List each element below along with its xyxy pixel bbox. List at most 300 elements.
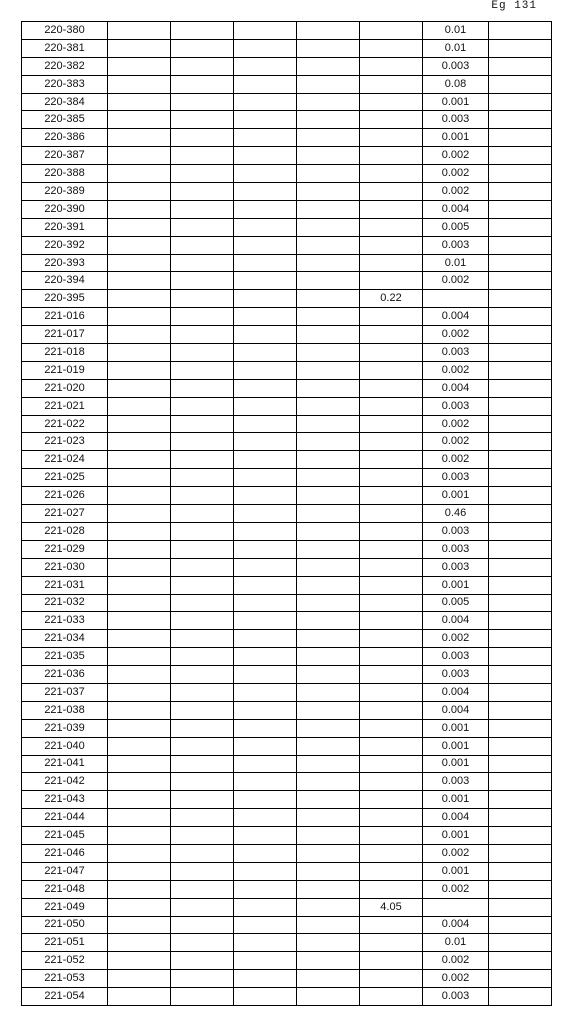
- table-cell: [297, 791, 360, 809]
- table-cell: [108, 970, 171, 988]
- table-cell: 0.002: [423, 326, 489, 344]
- table-cell: [234, 755, 297, 773]
- table-cell: [297, 39, 360, 57]
- table-cell: [171, 773, 234, 791]
- table-row: [22, 308, 552, 326]
- table-cell: [297, 737, 360, 755]
- table-cell: [489, 648, 552, 666]
- table-cell: [108, 648, 171, 666]
- table-cell: 0.002: [423, 147, 489, 165]
- table-cell: [108, 576, 171, 594]
- table-row: [22, 326, 552, 344]
- table-cell: [171, 361, 234, 379]
- table-cell: 0.001: [423, 755, 489, 773]
- table-cell: [489, 165, 552, 183]
- table-cell: [171, 630, 234, 648]
- sample-id-cell: 221-024: [22, 451, 108, 469]
- table-cell: [360, 147, 423, 165]
- sample-id-cell: 221-040: [22, 737, 108, 755]
- table-cell: [360, 558, 423, 576]
- table-cell: [489, 308, 552, 326]
- sample-id-cell: 221-025: [22, 469, 108, 487]
- table-cell: [234, 737, 297, 755]
- table-cell: 0.004: [423, 916, 489, 934]
- table-cell: 0.002: [423, 844, 489, 862]
- table-cell: 0.004: [423, 701, 489, 719]
- table-cell: [171, 147, 234, 165]
- table-cell: [234, 844, 297, 862]
- table-cell: [360, 755, 423, 773]
- table-row: [22, 576, 552, 594]
- sample-id-cell: 221-049: [22, 898, 108, 916]
- table-cell: [297, 93, 360, 111]
- table-cell: [489, 200, 552, 218]
- table-cell: [234, 433, 297, 451]
- table-cell: [108, 952, 171, 970]
- table-cell: [234, 147, 297, 165]
- table-row: [22, 827, 552, 845]
- table-row: [22, 415, 552, 433]
- table-cell: [234, 773, 297, 791]
- table-cell: [234, 809, 297, 827]
- sample-id-cell: 221-042: [22, 773, 108, 791]
- sample-id-cell: 221-028: [22, 522, 108, 540]
- table-cell: [297, 22, 360, 40]
- table-row: [22, 39, 552, 57]
- sample-id-cell: 221-031: [22, 576, 108, 594]
- table-cell: [297, 970, 360, 988]
- table-cell: [360, 988, 423, 1006]
- table-cell: [489, 487, 552, 505]
- table-cell: 0.002: [423, 880, 489, 898]
- table-cell: 0.01: [423, 254, 489, 272]
- table-cell: [108, 415, 171, 433]
- table-cell: 0.003: [423, 397, 489, 415]
- table-cell: 0.002: [423, 183, 489, 201]
- table-cell: [108, 844, 171, 862]
- table-cell: [171, 612, 234, 630]
- table-cell: [360, 39, 423, 57]
- table-cell: [297, 165, 360, 183]
- table-cell: 0.003: [423, 522, 489, 540]
- table-row: [22, 916, 552, 934]
- sample-id-cell: 221-034: [22, 630, 108, 648]
- sample-id-cell: 221-045: [22, 827, 108, 845]
- table-cell: [108, 683, 171, 701]
- table-cell: [108, 22, 171, 40]
- sample-id-cell: 220-383: [22, 75, 108, 93]
- sample-id-cell: 220-387: [22, 147, 108, 165]
- sample-id-cell: 221-017: [22, 326, 108, 344]
- table-cell: 0.002: [423, 451, 489, 469]
- table-row: [22, 934, 552, 952]
- table-cell: [489, 39, 552, 57]
- table-cell: [297, 630, 360, 648]
- table-row: [22, 719, 552, 737]
- sample-id-cell: 221-037: [22, 683, 108, 701]
- table-cell: 0.003: [423, 540, 489, 558]
- table-cell: [489, 451, 552, 469]
- table-row: [22, 75, 552, 93]
- sample-id-cell: 221-020: [22, 379, 108, 397]
- sample-id-cell: 221-029: [22, 540, 108, 558]
- table-cell: 0.003: [423, 558, 489, 576]
- table-cell: [108, 75, 171, 93]
- table-cell: [360, 862, 423, 880]
- table-cell: [234, 487, 297, 505]
- table-cell: [489, 594, 552, 612]
- table-cell: [297, 898, 360, 916]
- table-cell: [297, 809, 360, 827]
- table-cell: [297, 719, 360, 737]
- table-cell: [171, 379, 234, 397]
- table-cell: [489, 827, 552, 845]
- table-cell: 0.002: [423, 361, 489, 379]
- table-cell: [297, 934, 360, 952]
- table-row: [22, 862, 552, 880]
- table-cell: [108, 630, 171, 648]
- table-cell: 0.001: [423, 827, 489, 845]
- table-cell: [171, 522, 234, 540]
- table-cell: [171, 290, 234, 308]
- table-cell: [360, 236, 423, 254]
- table-cell: [108, 254, 171, 272]
- table-cell: [108, 165, 171, 183]
- table-cell: [171, 701, 234, 719]
- table-cell: [234, 934, 297, 952]
- table-cell: [171, 487, 234, 505]
- table-cell: [297, 200, 360, 218]
- table-cell: 0.001: [423, 791, 489, 809]
- table-cell: [108, 522, 171, 540]
- table-cell: [234, 326, 297, 344]
- table-cell: [360, 540, 423, 558]
- table-row: [22, 505, 552, 523]
- table-cell: 0.01: [423, 22, 489, 40]
- table-cell: [489, 57, 552, 75]
- table-row: [22, 880, 552, 898]
- table-cell: [297, 648, 360, 666]
- table-cell: [234, 666, 297, 684]
- table-cell: [489, 683, 552, 701]
- table-cell: [297, 540, 360, 558]
- table-cell: [171, 791, 234, 809]
- table-cell: [360, 791, 423, 809]
- table-cell: [171, 93, 234, 111]
- table-cell: [108, 57, 171, 75]
- table-row: [22, 379, 552, 397]
- table-cell: [171, 970, 234, 988]
- table-cell: [489, 236, 552, 254]
- table-cell: 0.004: [423, 308, 489, 326]
- table-cell: [489, 505, 552, 523]
- table-row: [22, 129, 552, 147]
- sample-id-cell: 221-030: [22, 558, 108, 576]
- table-cell: [171, 880, 234, 898]
- table-cell: [234, 22, 297, 40]
- table-cell: [108, 39, 171, 57]
- table-cell: [108, 487, 171, 505]
- table-cell: 0.08: [423, 75, 489, 93]
- table-row: [22, 648, 552, 666]
- table-cell: [360, 57, 423, 75]
- table-cell: [297, 433, 360, 451]
- table-row: [22, 522, 552, 540]
- table-row: [22, 755, 552, 773]
- table-row: [22, 236, 552, 254]
- table-cell: [108, 827, 171, 845]
- table-cell: [489, 522, 552, 540]
- table-cell: [360, 308, 423, 326]
- table-row: [22, 612, 552, 630]
- table-cell: [360, 451, 423, 469]
- table-cell: [360, 666, 423, 684]
- table-row: [22, 451, 552, 469]
- table-cell: [489, 737, 552, 755]
- table-cell: [234, 129, 297, 147]
- table-cell: [171, 540, 234, 558]
- table-cell: 0.003: [423, 988, 489, 1006]
- table-cell: [360, 576, 423, 594]
- sample-id-cell: 220-390: [22, 200, 108, 218]
- table-cell: [297, 451, 360, 469]
- table-cell: [171, 648, 234, 666]
- table-cell: [297, 505, 360, 523]
- table-cell: [171, 236, 234, 254]
- data-table: [21, 21, 552, 1006]
- table-cell: 0.001: [423, 862, 489, 880]
- table-cell: [108, 719, 171, 737]
- table-cell: [171, 326, 234, 344]
- table-cell: [489, 397, 552, 415]
- table-cell: [360, 326, 423, 344]
- table-cell: [360, 433, 423, 451]
- sample-id-cell: 221-035: [22, 648, 108, 666]
- table-cell: [297, 147, 360, 165]
- sample-id-cell: 221-018: [22, 344, 108, 362]
- table-cell: [108, 433, 171, 451]
- table-cell: [297, 916, 360, 934]
- table-cell: [171, 415, 234, 433]
- table-cell: [360, 809, 423, 827]
- sample-id-cell: 220-393: [22, 254, 108, 272]
- sample-id-cell: 220-380: [22, 22, 108, 40]
- table-cell: [360, 183, 423, 201]
- table-cell: [360, 827, 423, 845]
- table-cell: [360, 719, 423, 737]
- sample-id-cell: 221-047: [22, 862, 108, 880]
- table-cell: [171, 737, 234, 755]
- table-row: [22, 630, 552, 648]
- table-cell: 0.002: [423, 970, 489, 988]
- table-cell: 0.004: [423, 809, 489, 827]
- table-cell: [360, 505, 423, 523]
- table-cell: [234, 361, 297, 379]
- table-cell: 0.002: [423, 630, 489, 648]
- table-cell: [360, 397, 423, 415]
- table-cell: [234, 272, 297, 290]
- table-cell: [297, 361, 360, 379]
- table-cell: [108, 558, 171, 576]
- table-cell: [171, 165, 234, 183]
- table-cell: 4.05: [360, 898, 423, 916]
- table-cell: [234, 827, 297, 845]
- table-cell: [234, 397, 297, 415]
- table-cell: [360, 415, 423, 433]
- table-cell: 0.004: [423, 200, 489, 218]
- table-cell: [234, 522, 297, 540]
- table-cell: [108, 397, 171, 415]
- table-cell: [360, 844, 423, 862]
- table-cell: [234, 862, 297, 880]
- table-row: [22, 397, 552, 415]
- sample-id-cell: 220-392: [22, 236, 108, 254]
- table-cell: [360, 773, 423, 791]
- table-row: [22, 344, 552, 362]
- table-cell: [489, 326, 552, 344]
- sample-id-cell: 220-382: [22, 57, 108, 75]
- table-cell: [171, 916, 234, 934]
- table-cell: [234, 630, 297, 648]
- table-cell: [108, 916, 171, 934]
- table-cell: [297, 218, 360, 236]
- table-cell: [360, 75, 423, 93]
- table-row: [22, 952, 552, 970]
- table-cell: [171, 755, 234, 773]
- table-cell: [234, 254, 297, 272]
- table-cell: [108, 862, 171, 880]
- table-cell: [108, 218, 171, 236]
- table-row: [22, 701, 552, 719]
- table-cell: [108, 183, 171, 201]
- table-cell: [489, 361, 552, 379]
- table-cell: 0.003: [423, 236, 489, 254]
- table-cell: [297, 308, 360, 326]
- table-cell: [108, 934, 171, 952]
- table-cell: 0.001: [423, 129, 489, 147]
- table-cell: [489, 290, 552, 308]
- table-cell: [423, 898, 489, 916]
- table-cell: [360, 522, 423, 540]
- table-cell: [171, 505, 234, 523]
- table-cell: [108, 898, 171, 916]
- table-cell: [171, 952, 234, 970]
- table-cell: [171, 254, 234, 272]
- table-cell: [108, 451, 171, 469]
- table-cell: [171, 22, 234, 40]
- table-row: [22, 290, 552, 308]
- sample-id-cell: 221-021: [22, 397, 108, 415]
- sample-id-cell: 221-054: [22, 988, 108, 1006]
- sample-id-cell: 221-048: [22, 880, 108, 898]
- table-row: [22, 93, 552, 111]
- table-cell: [171, 558, 234, 576]
- table-cell: [297, 236, 360, 254]
- table-cell: [171, 57, 234, 75]
- table-cell: 0.002: [423, 165, 489, 183]
- table-cell: [489, 755, 552, 773]
- table-cell: [360, 612, 423, 630]
- table-cell: [108, 361, 171, 379]
- table-cell: [489, 93, 552, 111]
- table-cell: [171, 344, 234, 362]
- table-cell: [489, 791, 552, 809]
- table-cell: [234, 39, 297, 57]
- table-cell: [360, 737, 423, 755]
- table-cell: [234, 791, 297, 809]
- table-cell: [360, 594, 423, 612]
- sample-id-cell: 220-391: [22, 218, 108, 236]
- table-cell: [171, 862, 234, 880]
- table-cell: [297, 129, 360, 147]
- table-cell: [108, 701, 171, 719]
- table-cell: [171, 683, 234, 701]
- table-body: [22, 22, 552, 1006]
- table-cell: [489, 666, 552, 684]
- table-row: [22, 594, 552, 612]
- table-cell: [234, 75, 297, 93]
- table-cell: 0.003: [423, 773, 489, 791]
- table-cell: [360, 469, 423, 487]
- table-cell: [489, 612, 552, 630]
- table-row: [22, 165, 552, 183]
- table-cell: 0.003: [423, 469, 489, 487]
- table-cell: [360, 648, 423, 666]
- table-cell: [297, 290, 360, 308]
- table-cell: [108, 111, 171, 129]
- table-cell: [234, 218, 297, 236]
- table-cell: [489, 862, 552, 880]
- table-cell: [489, 218, 552, 236]
- table-cell: [360, 683, 423, 701]
- table-cell: [360, 880, 423, 898]
- table-cell: [360, 111, 423, 129]
- sample-id-cell: 220-381: [22, 39, 108, 57]
- sample-id-cell: 221-044: [22, 809, 108, 827]
- sample-id-cell: 221-016: [22, 308, 108, 326]
- table-cell: [297, 379, 360, 397]
- table-cell: [171, 272, 234, 290]
- table-cell: [360, 254, 423, 272]
- table-cell: [234, 183, 297, 201]
- table-cell: [171, 433, 234, 451]
- table-row: [22, 147, 552, 165]
- table-cell: [489, 988, 552, 1006]
- table-cell: [234, 415, 297, 433]
- table-cell: [234, 344, 297, 362]
- table-cell: 0.005: [423, 594, 489, 612]
- table-cell: [297, 111, 360, 129]
- table-cell: [489, 379, 552, 397]
- table-cell: [108, 755, 171, 773]
- table-row: [22, 111, 552, 129]
- table-cell: [297, 666, 360, 684]
- table-cell: 0.003: [423, 111, 489, 129]
- table-cell: [108, 147, 171, 165]
- table-cell: [171, 39, 234, 57]
- table-cell: [297, 773, 360, 791]
- table-cell: [108, 737, 171, 755]
- table-cell: [297, 397, 360, 415]
- table-cell: [489, 129, 552, 147]
- table-cell: 0.001: [423, 719, 489, 737]
- table-cell: 0.003: [423, 344, 489, 362]
- table-cell: [171, 111, 234, 129]
- table-cell: [234, 576, 297, 594]
- table-cell: [234, 290, 297, 308]
- table-cell: [297, 862, 360, 880]
- table-cell: [171, 934, 234, 952]
